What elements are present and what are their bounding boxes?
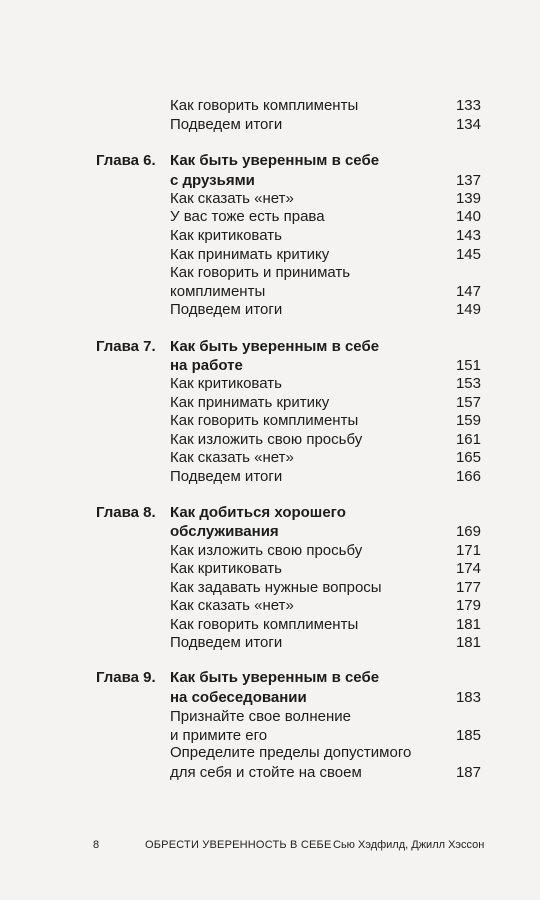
entry-page-number: 181 <box>455 616 481 633</box>
entry-title: обслуживания <box>170 523 279 540</box>
toc-entry <box>0 578 540 598</box>
toc-entry <box>0 207 540 227</box>
toc-chapter-heading <box>0 668 540 688</box>
entry-title: Как быть уверенным в себе <box>170 338 380 355</box>
toc-chapter-heading <box>0 151 540 171</box>
toc-entry <box>0 559 540 579</box>
toc-entry <box>0 467 540 487</box>
entry-title: Как принимать критику <box>170 394 330 411</box>
entry-title: Подведем итоги <box>170 116 283 133</box>
entry-page-number: 169 <box>455 523 481 540</box>
entry-page-number: 157 <box>455 394 481 411</box>
toc-entry <box>0 411 540 431</box>
entry-title: Как сказать «нет» <box>170 449 294 466</box>
entry-title: Как говорить комплименты <box>170 616 359 633</box>
toc-entry <box>0 300 540 320</box>
entry-title: Как говорить и принимать <box>170 264 351 281</box>
footer-page-number: 8 <box>93 839 100 851</box>
toc-entry <box>0 522 540 542</box>
entry-title: и примите его <box>170 727 268 744</box>
toc-entry <box>0 356 540 376</box>
footer-authors: Сью Хэдфилд, Джилл Хэссон <box>333 839 485 851</box>
entry-title: Как говорить комплименты <box>170 412 359 429</box>
entry-page-number: 134 <box>455 116 481 133</box>
entry-page-number: 147 <box>455 283 481 300</box>
entry-page-number: 151 <box>455 357 481 374</box>
entry-title: Как критиковать <box>170 560 282 577</box>
entry-title: на работе <box>170 357 243 374</box>
entry-title: Подведем итоги <box>170 468 283 485</box>
toc-chapter-heading <box>0 337 540 357</box>
toc-entry <box>0 263 540 283</box>
entry-page-number: 145 <box>455 246 481 263</box>
entry-title: Признайте свое волнение <box>170 708 351 725</box>
toc-entry <box>0 245 540 265</box>
entry-page-number: 165 <box>455 449 481 466</box>
toc-entry <box>0 707 540 727</box>
entry-page-number: 166 <box>455 468 481 485</box>
entry-page-number: 161 <box>455 431 481 448</box>
entry-title: Определите пределы допустимого <box>170 744 412 761</box>
entry-page-number: 174 <box>455 560 481 577</box>
toc-entry <box>0 374 540 394</box>
entry-page-number: 171 <box>455 542 481 559</box>
toc-entry <box>0 763 540 783</box>
entry-title: Подведем итоги <box>170 301 283 318</box>
entry-page-number: 143 <box>455 227 481 244</box>
chapter-label: Глава 9. <box>96 669 156 686</box>
entry-title: с друзьями <box>170 172 255 189</box>
toc-entry <box>0 541 540 561</box>
toc-entry <box>0 115 540 135</box>
entry-page-number: 140 <box>455 208 481 225</box>
entry-title: Как быть уверенным в себе <box>170 152 380 169</box>
toc-entry <box>0 688 540 708</box>
entry-title: Как изложить свою просьбу <box>170 542 363 559</box>
toc-entry <box>0 430 540 450</box>
entry-title: на собеседовании <box>170 689 307 706</box>
chapter-label: Глава 7. <box>96 338 156 355</box>
entry-page-number: 133 <box>455 97 481 114</box>
toc-entry <box>0 615 540 635</box>
entry-title: Как быть уверенным в себе <box>170 669 380 686</box>
chapter-label: Глава 8. <box>96 504 156 521</box>
entry-page-number: 177 <box>455 579 481 596</box>
toc-entry <box>0 282 540 302</box>
entry-page-number: 159 <box>455 412 481 429</box>
entry-title: Как критиковать <box>170 375 282 392</box>
toc-entry <box>0 448 540 468</box>
toc-entry <box>0 743 540 763</box>
page-footer <box>0 837 540 853</box>
chapter-label: Глава 6. <box>96 152 156 169</box>
entry-title: Как критиковать <box>170 227 282 244</box>
entry-page-number: 187 <box>455 764 481 781</box>
toc-entry <box>0 189 540 209</box>
toc-chapter-heading <box>0 503 540 523</box>
entry-page-number: 185 <box>455 727 481 744</box>
entry-title: Как сказать «нет» <box>170 597 294 614</box>
entry-page-number: 137 <box>455 172 481 189</box>
entry-page-number: 153 <box>455 375 481 392</box>
entry-title: Как принимать критику <box>170 246 330 263</box>
toc-entry <box>0 171 540 191</box>
footer-book-title: ОБРЕСТИ УВЕРЕННОСТЬ В СЕБЕ <box>145 839 332 851</box>
toc-entry <box>0 596 540 616</box>
entry-title: Как сказать «нет» <box>170 190 294 207</box>
entry-page-number: 139 <box>455 190 481 207</box>
toc-entry <box>0 633 540 653</box>
toc-entry <box>0 96 540 116</box>
entry-title: Как задавать нужные вопросы <box>170 579 382 596</box>
toc-entry <box>0 393 540 413</box>
entry-title: Как добиться хорошего <box>170 504 346 521</box>
entry-page-number: 181 <box>455 634 481 651</box>
entry-page-number: 183 <box>455 689 481 706</box>
toc-entry <box>0 226 540 246</box>
entry-page-number: 149 <box>455 301 481 318</box>
entry-page-number: 179 <box>455 597 481 614</box>
entry-title: для себя и стойте на своем <box>170 764 362 781</box>
entry-title: комплименты <box>170 283 266 300</box>
entry-title: Как изложить свою просьбу <box>170 431 363 448</box>
entry-title: У вас тоже есть права <box>170 208 325 225</box>
entry-title: Подведем итоги <box>170 634 283 651</box>
entry-title: Как говорить комплименты <box>170 97 359 114</box>
